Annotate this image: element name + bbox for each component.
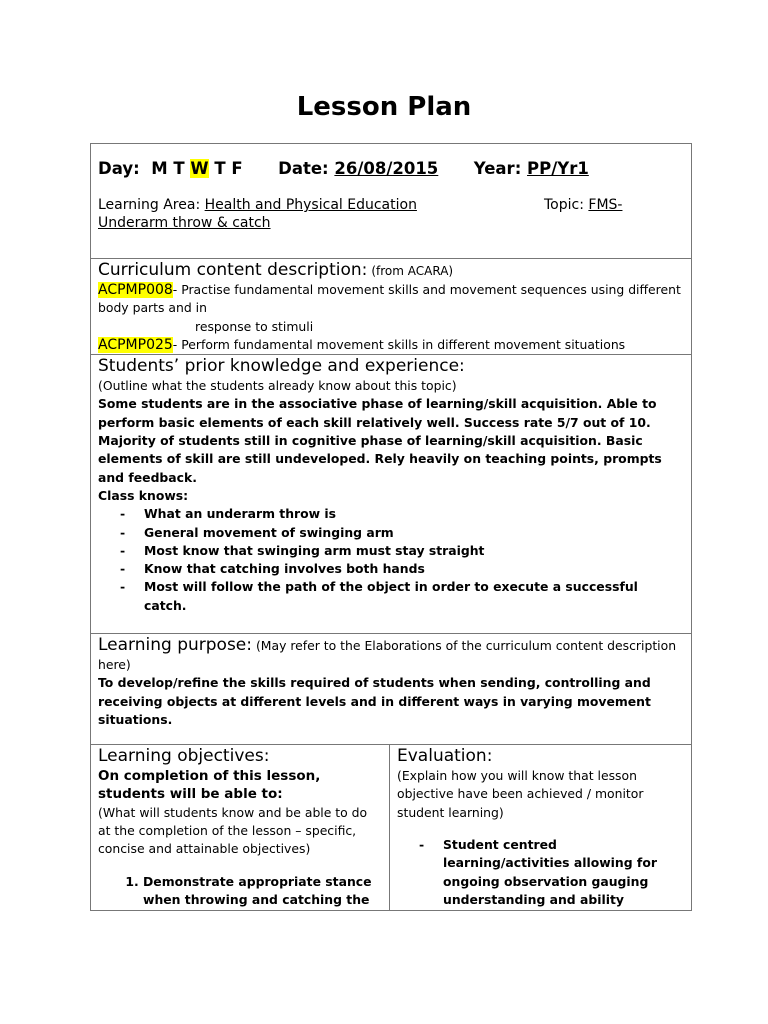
learning-objectives-heading: Learning objectives: — [98, 746, 270, 767]
code-acpmp025-text: - Perform fundamental movement skills in different movement situations — [172, 336, 626, 352]
date-value: 26/08/2015 — [334, 159, 439, 178]
evaluation-note: (Explain how you will know that lesson objective have been achieved / monitor student learning) — [397, 768, 644, 820]
evaluation-list — [397, 836, 684, 909]
day-fri: F — [231, 159, 243, 178]
year-value: PP/Yr1 — [527, 159, 589, 178]
prior-knowledge-heading: Students’ prior knowledge and experience: — [98, 356, 465, 377]
topic-value-part2: Underarm throw & catch — [98, 215, 271, 232]
topic-value-part1: FMS- — [588, 197, 623, 214]
day-tue: T — [173, 159, 185, 178]
code-acpmp008-continued: response to stimuli — [195, 318, 314, 334]
day-label: Day: — [98, 159, 140, 178]
class-knows-label: Class knows: — [98, 487, 189, 503]
header-cell — [91, 144, 692, 259]
code-acpmp008-text: - Practise fundamental movement skills and movement sequences using different body parts and in — [98, 282, 681, 316]
code-acpmp025: ACPMP025 — [98, 336, 173, 353]
curriculum-heading: Curriculum content description: — [98, 260, 368, 280]
list-item: - Most know that swinging arm must stay straight — [120, 542, 684, 560]
topic-label: Topic: — [544, 197, 584, 214]
year-label: Year: — [473, 159, 522, 178]
learning-area-line — [98, 196, 684, 232]
day-thu: T — [214, 159, 226, 178]
learning-area-label: Learning Area: — [98, 197, 201, 214]
day-wed-highlighted: W — [190, 159, 209, 178]
date-label: Date: — [278, 159, 329, 178]
learning-purpose-text: To develop/refine the skills required of students when sending, controlling and receiving objects at different levels and in different ways in varying movement situations. — [98, 675, 651, 728]
list-item: - Student centred learning/activities allowing for ongoing observation gauging understanding and ability — [419, 836, 684, 909]
evaluation-cell — [390, 745, 692, 911]
curriculum-code-2 — [98, 336, 684, 354]
day-date-year-line — [98, 160, 684, 178]
prior-knowledge-note: (Outline what the students already know about this topic) — [98, 378, 457, 394]
learning-area-value: Health and Physical Education — [204, 197, 417, 214]
learning-objectives-sub: On completion of this lesson, students will be able to: — [98, 768, 321, 803]
code-acpmp008: ACPMP008 — [98, 282, 173, 298]
prior-knowledge-paragraph: Some students are in the associative phase of learning/skill acquisition. Able to perform basic elements of each skill relatively well. Success rate 5/7 out of 10. Majority of students still in cognitive phase of learning/skill acquisition. Basic elements of skill are still undeveloped. Rely heavily on teaching points, prompts and feedback. — [98, 396, 662, 485]
prior-knowledge-cell — [91, 355, 692, 634]
day-mon: M — [151, 159, 168, 178]
lesson-plan-table — [90, 143, 692, 911]
curriculum-source: (from ACARA) — [371, 264, 454, 278]
list-item: - General movement of swinging arm — [120, 524, 684, 542]
learning-purpose-cell — [91, 634, 692, 745]
learning-objectives-cell — [91, 745, 390, 911]
curriculum-cell — [91, 259, 692, 355]
objectives-list — [98, 873, 382, 910]
curriculum-code-1 — [98, 281, 684, 318]
learning-purpose-heading: Learning purpose: — [98, 635, 252, 656]
learning-purpose-note: (May refer to the Elaborations of the curriculum content description here) — [98, 638, 677, 673]
page-title: Lesson Plan — [296, 92, 472, 122]
evaluation-heading: Evaluation: — [397, 746, 493, 767]
list-item: - Know that catching involves both hands — [120, 560, 684, 578]
list-item: - What an underarm throw is — [120, 505, 684, 523]
list-item: - Most will follow the path of the object in order to execute a successful catch. — [120, 578, 684, 615]
class-knows-list — [98, 505, 684, 615]
learning-objectives-note: (What will students know and be able to do at the completion of the lesson – specific, concise and attainable objectives) — [98, 804, 368, 857]
list-item: 1. Demonstrate appropriate stance when throwing and catching the — [143, 873, 382, 910]
topic-block — [544, 196, 622, 214]
